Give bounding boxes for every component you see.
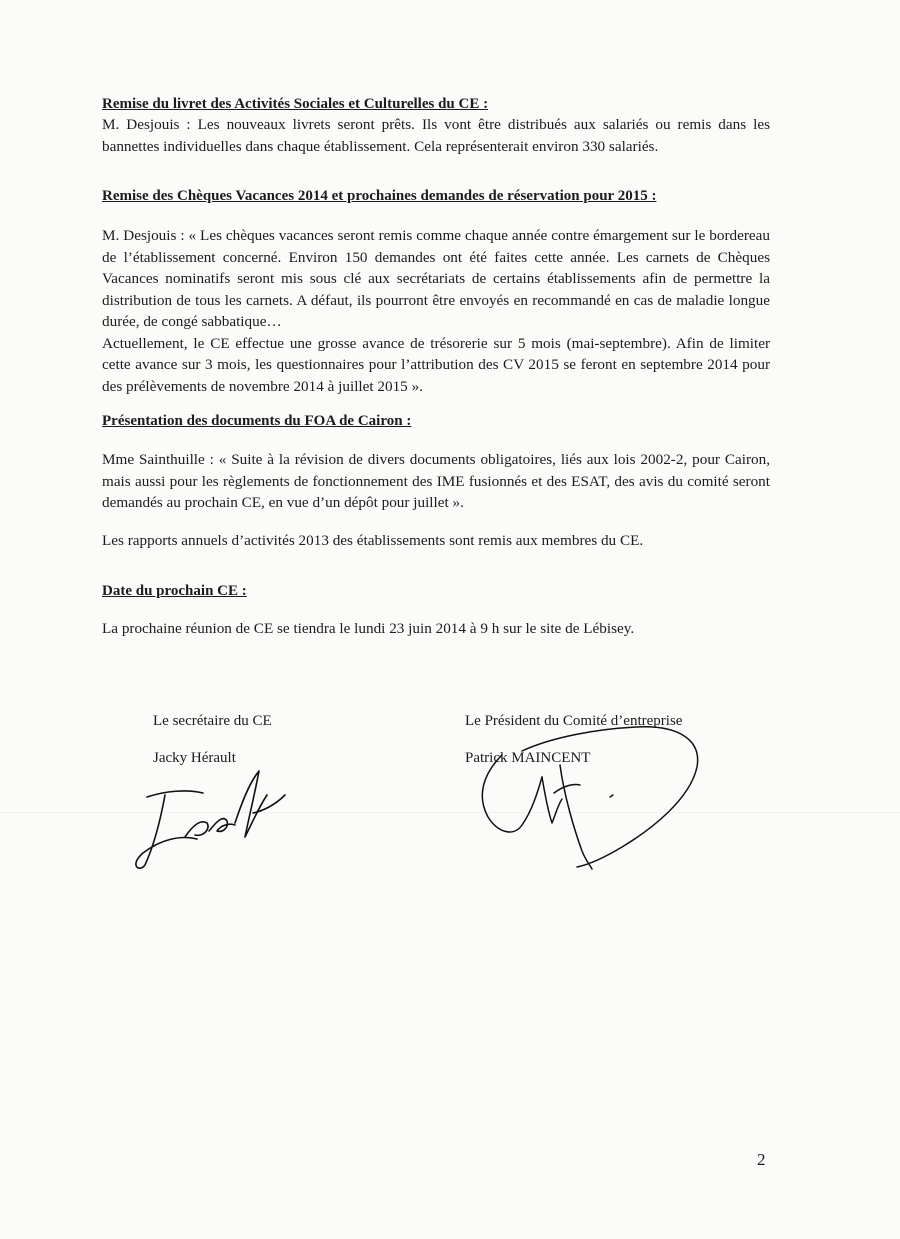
secretary-name: Jacky Hérault — [153, 750, 236, 766]
section-paragraph: La prochaine réunion de CE se tiendra le lundi 23 juin 2014 à 9 h sur le site de Lébisey. — [102, 620, 635, 637]
secretary-title: Le secrétaire du CE — [153, 713, 272, 729]
section-foa-cairon — [102, 411, 770, 551]
section-heading: Date du prochain CE : — [102, 583, 247, 599]
section-paragraph: M. Desjouis : Les nouveaux livrets seront prêts. Ils vont être distribués aux salariés ou remis dans les bannettes individuelles dans chaque établissement. Cela représenterait environ 330 salariés. — [102, 116, 770, 155]
section-cheques-vacances — [102, 186, 770, 397]
section-prochain-ce — [102, 581, 770, 640]
section-paragraph: Actuellement, le CE effectue une grosse avance de trésorerie sur 5 mois (mai-septembre). Afin de limiter cette avance sur 3 mois, les questionnaires pour l’attribution des CV 2015 se feront en septembre 2014 pour des prélèvements de novembre 2014 à juillet 2015 ». — [102, 334, 770, 395]
page-number: 2 — [757, 1150, 766, 1169]
president-name: Patrick MAINCENT — [465, 750, 591, 766]
president-title: Le Président du Comité d’entreprise — [465, 713, 683, 729]
section-paragraph: Mme Sainthuille : « Suite à la révision de divers documents obligatoires, liés aux lois 2002-2, pour Cairon, mais aussi pour les règlements de fonctionnement des IME fusionnés et des ESAT, des avis du comité seront demandés au prochain CE, en vue d’un dépôt pour juillet ». — [102, 451, 770, 511]
section-paragraph: Les rapports annuels d’activités 2013 des établissements sont remis aux membres du CE. — [102, 531, 644, 549]
section-heading: Remise du livret des Activités Sociales et Culturelles du CE : — [102, 96, 489, 112]
section-heading: Remise des Chèques Vacances 2014 et prochaines demandes de réservation pour 2015 : — [102, 188, 657, 204]
secretary-signature-image — [125, 765, 295, 875]
president-signature-image — [462, 725, 712, 880]
section-livret — [102, 94, 770, 157]
section-paragraph: M. Desjouis : « Les chèques vacances seront remis comme chaque année contre émargement sur le bordereau de l’établissement concerné. Environ 150 demandes ont été faites cette année. Les carnets de Chèques Vacances nominatifs seront mis sous clé aux secrétariats de certains établissements afin de permettre la distribution de tous les carnets. A défaut, ils pourront être envoyés en recommandé en cas de maladie longue durée, de congé sabbatique… — [102, 227, 770, 330]
section-heading: Présentation des documents du FOA de Cairon : — [102, 413, 412, 429]
